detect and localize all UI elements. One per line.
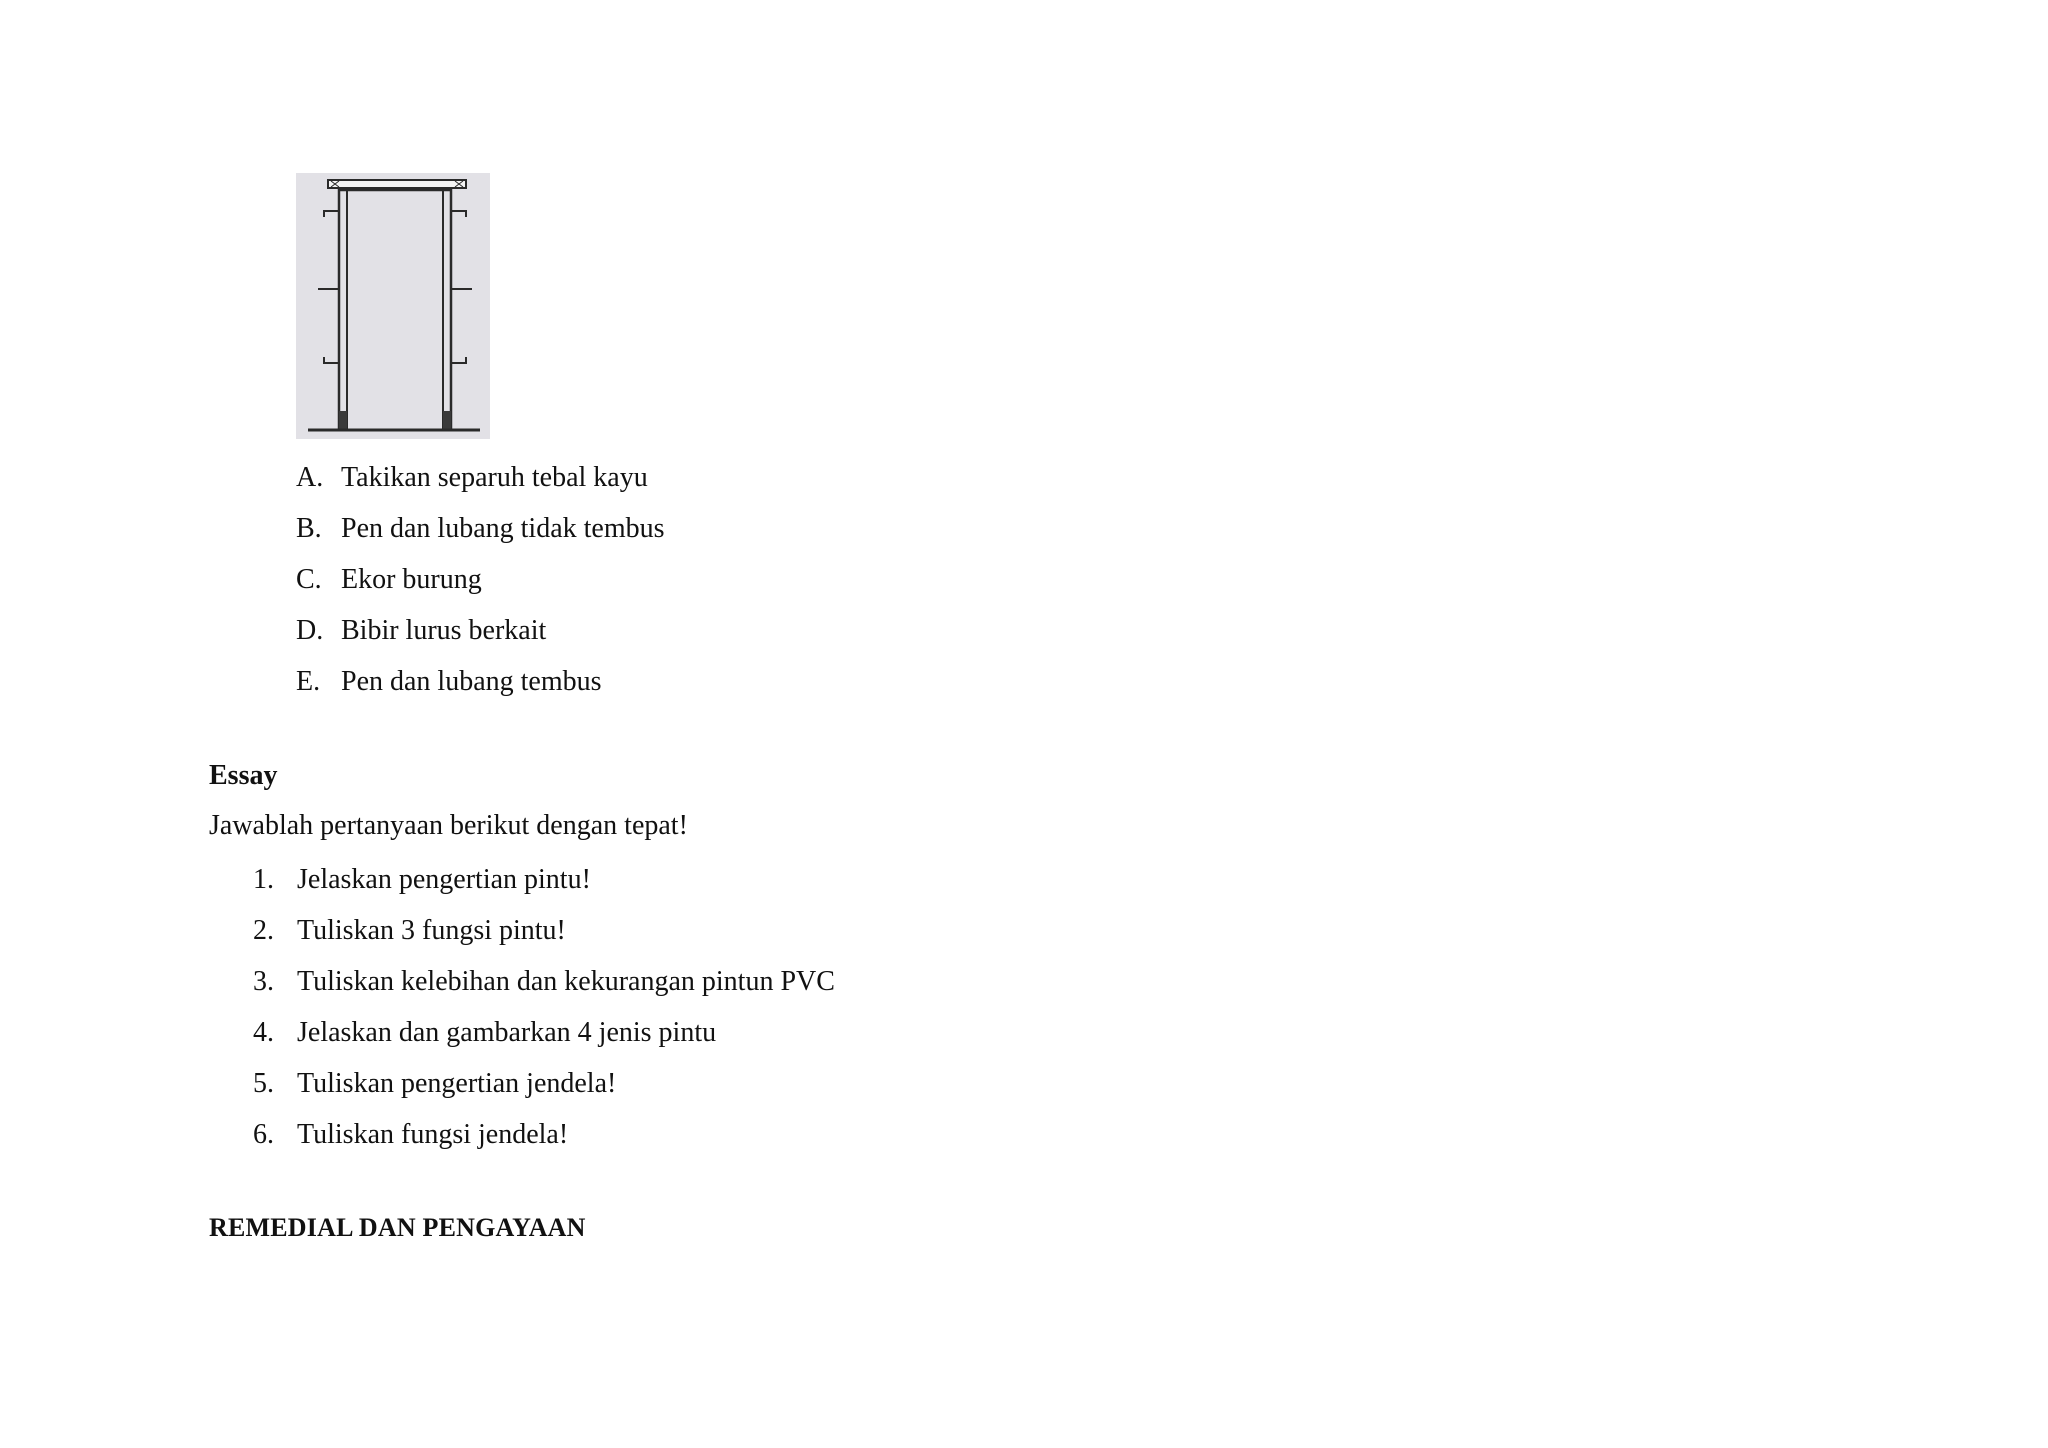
question-text: Jelaskan pengertian pintu!	[297, 864, 591, 895]
remedial-heading: REMEDIAL DAN PENGAYAAN	[209, 1213, 586, 1242]
question-text: Tuliskan 3 fungsi pintu!	[297, 915, 566, 946]
essay-instruction: Jawablah pertanyaan berikut dengan tepat!	[209, 810, 688, 841]
question-text: Jelaskan dan gambarkan 4 jenis pintu	[297, 1017, 717, 1048]
question-number: 6.	[253, 1119, 274, 1150]
question-text: Tuliskan fungsi jendela!	[297, 1119, 569, 1150]
essay-question	[253, 1007, 835, 1058]
option-letter: C.	[296, 564, 322, 595]
option-letter: E.	[296, 666, 321, 697]
question-number: 5.	[253, 1068, 274, 1099]
option-letter: B.	[296, 513, 322, 544]
option-text: Pen dan lubang tembus	[341, 666, 602, 697]
option-text: Takikan separuh tebal kayu	[341, 462, 648, 493]
option-text: Ekor burung	[341, 564, 482, 595]
door-frame-figure	[296, 173, 490, 439]
option-a	[296, 452, 665, 503]
option-d	[296, 605, 665, 656]
option-letter: A.	[296, 462, 324, 493]
question-text: Tuliskan kelebihan dan kekurangan pintun PVC	[297, 966, 835, 997]
question-text: Tuliskan pengertian jendela!	[297, 1068, 617, 1099]
option-e	[296, 656, 665, 707]
question-number: 1.	[253, 864, 274, 895]
essay-question	[253, 854, 835, 905]
essay-question	[253, 905, 835, 956]
question-number: 4.	[253, 1017, 274, 1048]
question-number: 2.	[253, 915, 274, 946]
option-letter: D.	[296, 615, 324, 646]
option-text: Bibir lurus berkait	[341, 615, 547, 646]
door-frame-diagram-icon	[296, 173, 490, 439]
option-text: Pen dan lubang tidak tembus	[341, 513, 665, 544]
option-c	[296, 554, 665, 605]
essay-question	[253, 1058, 835, 1109]
essay-question	[253, 956, 835, 1007]
question-number: 3.	[253, 966, 274, 997]
answer-options-list	[296, 452, 665, 707]
option-b	[296, 503, 665, 554]
essay-question	[253, 1109, 835, 1160]
essay-heading: Essay	[209, 760, 278, 791]
essay-questions-list	[253, 854, 835, 1160]
